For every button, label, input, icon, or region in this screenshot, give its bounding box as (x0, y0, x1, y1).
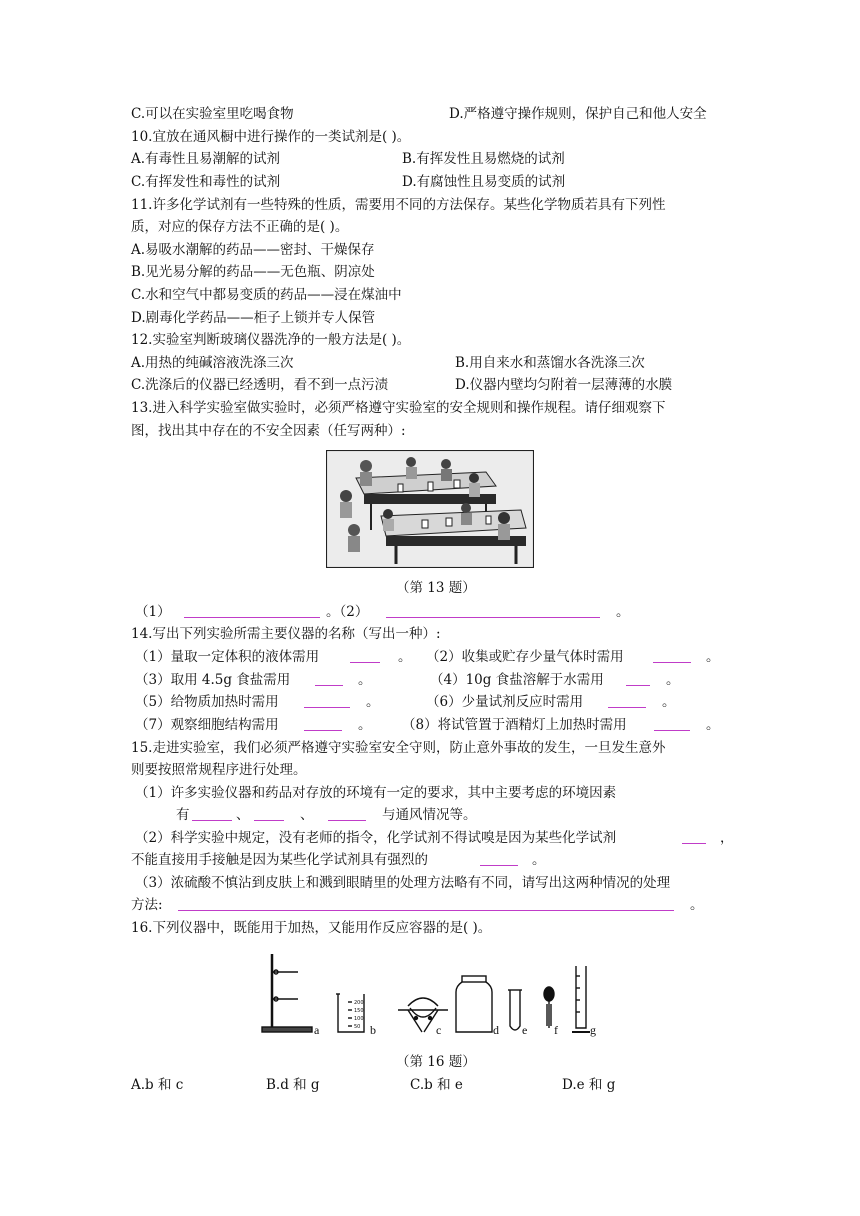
q15-dot-1: 。 (532, 852, 546, 868)
q14-answer-blank-6[interactable] (608, 693, 646, 708)
beaker-mark-100: 100 (354, 1016, 364, 1022)
q13-blank-2-label: 。（2） (326, 604, 369, 620)
beaker-mark-150: 150 (354, 1008, 364, 1014)
lab-instruments-figure (258, 944, 604, 1040)
q11-option-b: B.见光易分解的药品——无色瓶、阴凉处 (131, 264, 375, 280)
q14-dot-5: 。 (366, 694, 380, 710)
q10-option-d: D.有腐蚀性且易变质的试剂 (402, 174, 566, 190)
instrument-label-g: g (590, 1023, 596, 1037)
instrument-label-c: c (436, 1023, 442, 1037)
q14-item-8: （8）将试管置于酒精灯上加热时需用 (402, 717, 627, 733)
q11-stem-line1: 11.许多化学试剂有一些特殊的性质，需要用不同的方法保存。某些化学物质若具有下列性 (131, 197, 666, 213)
q12-stem: 12.实验室判断玻璃仪器洗净的一般方法是( )。 (131, 332, 411, 348)
q16-option-a: A.b 和 c (131, 1077, 184, 1093)
q14-dot-8: 。 (706, 717, 720, 733)
instrument-label-a: a (314, 1023, 320, 1037)
q15-comma: ， (720, 830, 734, 846)
q15-answer-blank-1[interactable] (192, 806, 232, 821)
q11-option-a: A.易吸水潮解的药品——密封、干燥保存 (131, 242, 375, 258)
q13-figure-caption: （第 13 题） (396, 580, 476, 596)
q13-blank-1-label: （1） (135, 604, 171, 620)
q14-stem: 14.写出下列实验所需主要仪器的名称（写出一种）: (131, 626, 441, 642)
instrument-label-b: b (370, 1023, 376, 1037)
q12-option-b: B.用自来水和蒸馏水各洗涤三次 (455, 355, 645, 371)
instrument-label-d: d (493, 1023, 499, 1037)
q10-stem: 10.宜放在通风橱中进行操作的一类试剂是( )。 (131, 129, 411, 145)
q14-answer-blank-5[interactable] (304, 693, 350, 708)
q14-dot-4: 。 (666, 672, 680, 688)
q14-answer-blank-4[interactable] (626, 671, 650, 686)
q16-option-c: C.b 和 e (410, 1077, 463, 1093)
q16-option-b: B.d 和 g (266, 1077, 320, 1093)
q16-option-d: D.e 和 g (562, 1077, 616, 1093)
q15-part3-method: 方法: (131, 897, 163, 913)
q13-answer-blank-1[interactable] (184, 603, 320, 618)
q10-option-a: A.有毒性且易潮解的试剂 (131, 151, 281, 167)
q14-item-3: （3）取用 4.5g 食盐需用 (135, 672, 291, 688)
q15-answer-blank-6[interactable] (178, 896, 674, 911)
q14-dot-7: 。 (358, 717, 372, 733)
q13-end-mark: 。 (616, 604, 630, 620)
q15-sep-2: 、 (300, 807, 314, 823)
test-tube-icon (508, 990, 522, 1030)
q13-stem-line2: 图，找出其中存在的不安全因素（任写两种）: (131, 423, 406, 439)
q14-answer-blank-8[interactable] (654, 716, 690, 731)
q14-answer-blank-1[interactable] (350, 648, 380, 663)
q15-part1-tail: 与通风情况等。 (382, 807, 477, 823)
q12-option-d: D.仪器内壁均匀附着一层薄薄的水膜 (455, 377, 673, 393)
q15-part1-have: 有 (176, 807, 190, 823)
q14-item-4: （4）10g 食盐溶解于水需用 (430, 672, 604, 688)
q14-item-1: （1）量取一定体积的液体需用 (135, 649, 320, 665)
q11-stem-line2: 质，对应的保存方法不正确的是( )。 (131, 219, 349, 235)
measuring-cylinder-icon (572, 966, 590, 1032)
q13-answer-blank-2[interactable] (386, 603, 600, 618)
q13-stem-line1: 13.进入科学实验室做实验时，必须严格遵守实验室的安全规则和操作规程。请仔细观察下 (131, 400, 666, 416)
q14-answer-blank-7[interactable] (304, 716, 342, 731)
q10-option-b: B.有挥发性且易燃烧的试剂 (402, 151, 565, 167)
q14-dot-2: 。 (706, 649, 720, 665)
q15-answer-blank-2[interactable] (254, 806, 284, 821)
q9-option-c: C.可以在实验室里吃喝食物 (131, 106, 294, 122)
q15-sep-1: 、 (236, 807, 250, 823)
iron-stand-icon (262, 954, 312, 1032)
q14-item-5: （5）给物质加热时需用 (135, 694, 279, 710)
q11-option-c: C.水和空气中都易变质的药品——浸在煤油中 (131, 287, 402, 303)
q14-answer-blank-3[interactable] (315, 671, 343, 686)
q14-dot-3: 。 (358, 672, 372, 688)
instrument-label-e: e (522, 1023, 528, 1037)
instrument-label-f: f (554, 1023, 558, 1037)
q10-option-c: C.有挥发性和毒性的试剂 (131, 174, 281, 190)
q14-answer-blank-2[interactable] (653, 648, 691, 663)
q14-item-7: （7）观察细胞结构需用 (135, 717, 279, 733)
gas-bottle-icon (456, 976, 492, 1032)
q12-option-a: A.用热的纯碱溶液洗涤三次 (131, 355, 294, 371)
q15-part1-line1: （1）许多实验仪器和药品对存放的环境有一定的要求，其中主要考虑的环境因素 (135, 785, 617, 801)
q16-stem: 16.下列仪器中，既能用于加热，又能用作反应容器的是( )。 (131, 920, 492, 936)
q14-item-2: （2）收集或贮存少量气体时需用 (426, 649, 624, 665)
q12-option-c: C.洗涤后的仪器已经透明，看不到一点污渍 (131, 377, 389, 393)
q16-figure-caption: （第 16 题） (396, 1054, 476, 1070)
q14-item-6: （6）少量试剂反应时需用 (426, 694, 584, 710)
q15-part2-line1: （2）科学实验中规定，没有老师的指令，化学试剂不得试嗅是因为某些化学试剂 (135, 830, 617, 846)
q15-part2-line2: 不能直接用手接触是因为某些化学试剂具有强烈的 (131, 852, 428, 868)
q15-stem-line1: 15.走进实验室，我们必须严格遵守实验室安全守则，防止意外事故的发生，一旦发生意外 (131, 740, 666, 756)
lab-scene-illustration (326, 450, 534, 568)
q15-part3-line1: （3）浓硫酸不慎沾到皮肤上和溅到眼睛里的处理方法略有不同，请写出这两种情况的处理 (135, 875, 671, 891)
q11-option-d: D.剧毒化学药品——柜子上锁并专人保管 (131, 310, 376, 326)
q9-option-d: D.严格遵守操作规则，保护自己和他人安全 (449, 106, 707, 122)
q15-stem-line2: 则要按照常规程序进行处理。 (131, 762, 307, 778)
q14-dot-6: 。 (662, 694, 676, 710)
q15-answer-blank-3[interactable] (328, 806, 366, 821)
beaker-mark-50: 50 (354, 1024, 361, 1030)
beaker-mark-200: 200 (354, 1000, 364, 1006)
q15-answer-blank-4[interactable] (682, 829, 706, 844)
q15-dot-2: 。 (690, 897, 704, 913)
q14-dot-1: 。 (398, 649, 412, 665)
q15-answer-blank-5[interactable] (480, 851, 518, 866)
dropper-icon (544, 987, 554, 1028)
